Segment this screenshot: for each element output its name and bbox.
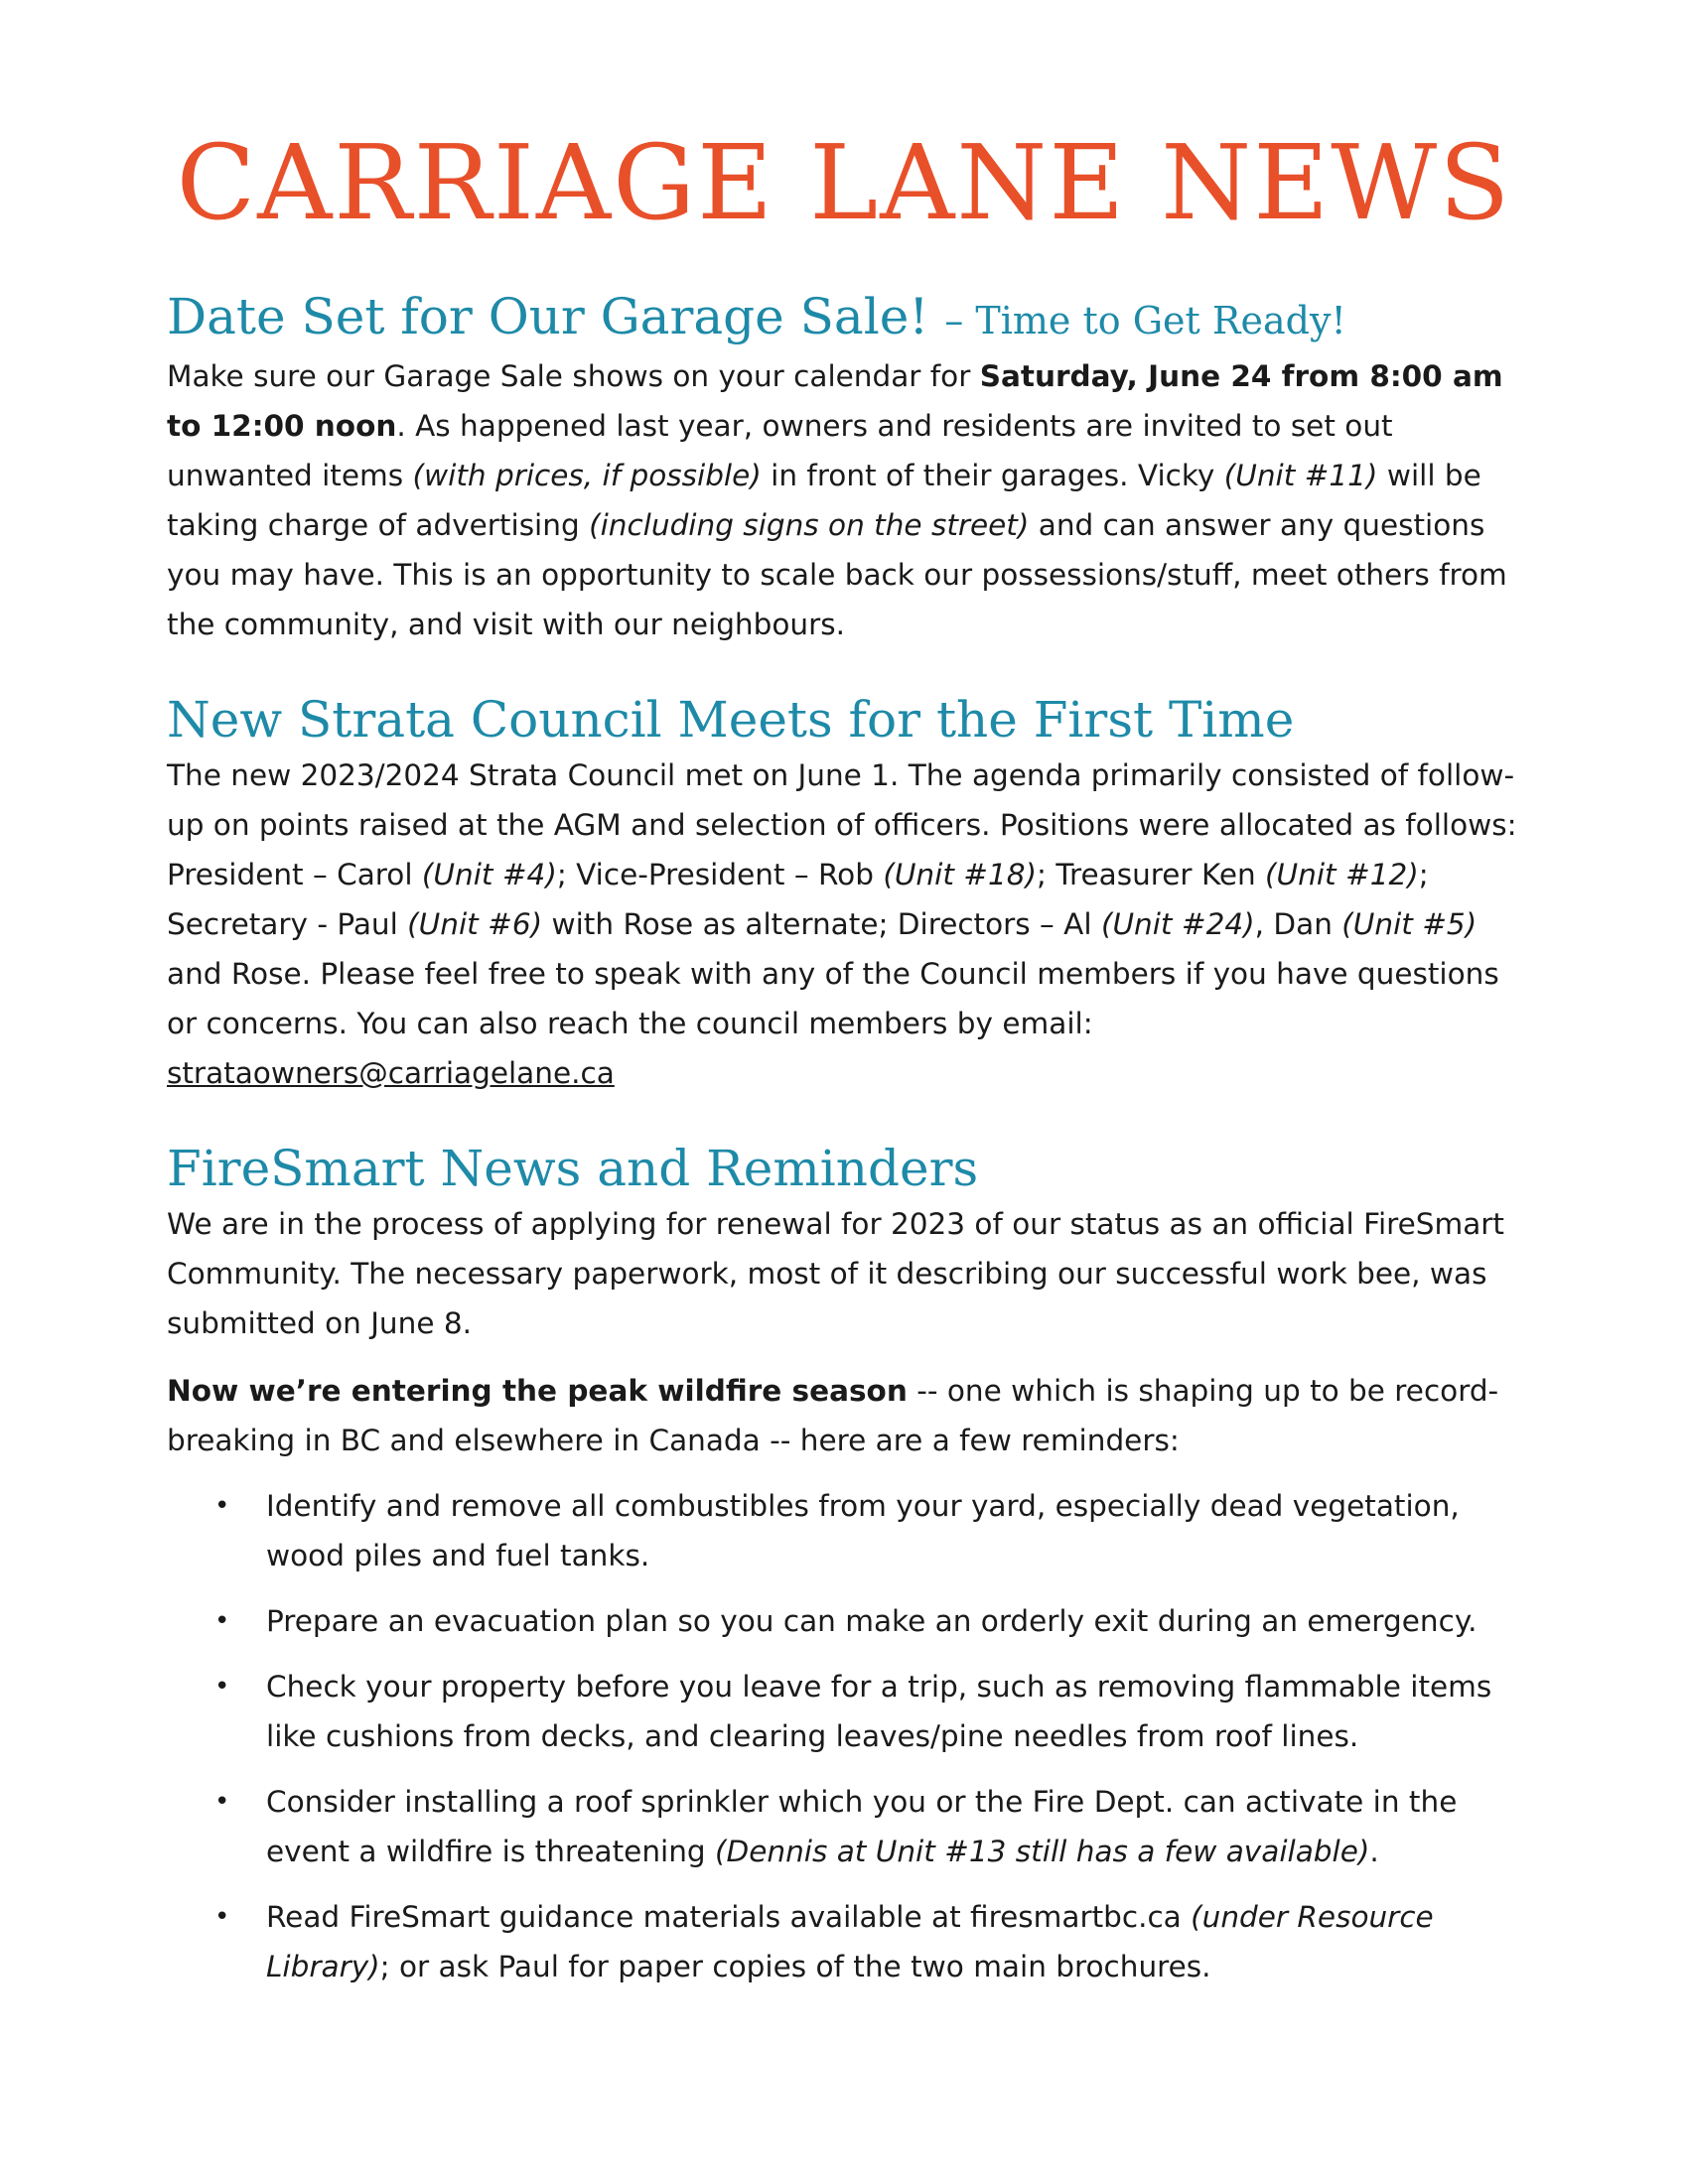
garage-sale-text: Make sure our Garage Sale shows on your calendar for: [167, 359, 980, 393]
list-item: [167, 1596, 1522, 1646]
council-text: The new 2023/2024 Strata Council met on June 1. The agenda primarily consisted of follow-up on points raised at the AGM and selection of officers. Positions were allocated as follows: President – Carol: [167, 758, 1517, 891]
garage-sale-text: will be taking charge of advertising: [167, 459, 1481, 542]
list-item-text: ; or ask Paul for paper copies of the two main brochures.: [379, 1950, 1211, 1983]
firesmart-heading: FireSmart News and Reminders: [167, 1140, 979, 1197]
firesmart-reminder-list: [167, 1481, 1522, 1991]
garage-sale-note: (with prices, if possible): [412, 459, 762, 492]
garage-sale-heading-main: Date Set for Our Garage Sale!: [167, 288, 929, 345]
bullet-icon: •: [214, 1606, 230, 1636]
council-unit: (Unit #24): [1100, 907, 1255, 941]
garage-sale-unit: (Unit #11): [1223, 459, 1378, 492]
council-heading: New Strata Council Meets for the First Time: [167, 691, 1295, 749]
council-unit: (Unit #18): [883, 858, 1038, 891]
list-item-text: Identify and remove all combustibles from your yard, especially dead vegetation, wood piles and fuel tanks.: [266, 1489, 1460, 1572]
list-item-note: (Dennis at Unit #13 still has a few available): [715, 1835, 1370, 1868]
garage-sale-date: Saturday, June 24 from 8:00 am to 12:00 noon: [167, 359, 1503, 443]
council-text: , Dan: [1254, 907, 1342, 941]
firesmart-section: [167, 1138, 1522, 1991]
garage-sale-text: . As happened last year, owners and residents are invited to set out unwanted items: [167, 409, 1393, 492]
council-text: and Rose. Please feel free to speak with any of the Council members if you have questions or concerns. You can also reach the council members by email:: [167, 957, 1499, 1040]
firesmart-paragraph-1: We are in the process of applying for renewal for 2023 of our status as an official FireSmart Community. The necessary paperwork, most of it describing our successful work bee, was submitted on June 8.: [167, 1207, 1505, 1340]
garage-sale-heading: [167, 286, 1522, 351]
council-text: with Rose as alternate; Directors – Al: [542, 907, 1101, 941]
council-paragraph: [167, 751, 1522, 1098]
council-section: [167, 689, 1522, 1098]
firesmart-text: -- one which is shaping up to be record-breaking in BC and elsewhere in Canada -- here are a few reminders:: [167, 1374, 1499, 1457]
list-item: [167, 1662, 1522, 1761]
list-item: [167, 1892, 1522, 1991]
firesmart-paragraph-2: [167, 1366, 1522, 1465]
bullet-icon: •: [214, 1787, 230, 1817]
garage-sale-section: [167, 286, 1522, 649]
garage-sale-text: and can answer any questions you may have. This is an opportunity to scale back our possessions/stuff, meet others from the community, and visit with our neighbours.: [167, 508, 1507, 641]
bullet-icon: •: [214, 1672, 230, 1702]
council-text: ; Secretary - Paul: [167, 858, 1429, 941]
council-email-link[interactable]: strataowners@carriagelane.ca: [167, 1056, 615, 1090]
list-item-text: Consider installing a roof sprinkler which you or the Fire Dept. can activate in the event a wildfire is threatening: [266, 1785, 1458, 1868]
masthead-title: CARRIAGE LANE NEWS: [176, 122, 1512, 243]
garage-sale-note: (including signs on the street): [589, 508, 1030, 542]
list-item-text: Read FireSmart guidance materials available at firesmartbc.ca: [266, 1900, 1192, 1934]
garage-sale-paragraph: [167, 351, 1522, 649]
list-item-text: .: [1369, 1835, 1379, 1868]
council-unit: (Unit #12): [1265, 858, 1419, 891]
council-unit: (Unit #6): [407, 907, 543, 941]
list-item-text: Check your property before you leave for a trip, such as removing flammable items like cushions from decks, and clearing leaves/pine needles from roof lines.: [266, 1670, 1492, 1753]
list-item: [167, 1777, 1522, 1876]
firesmart-emphasis: Now we’re entering the peak wildfire season: [167, 1374, 908, 1408]
newsletter-content: [167, 286, 1522, 2007]
bullet-icon: •: [214, 1902, 230, 1932]
council-unit: (Unit #5): [1341, 907, 1477, 941]
list-item-text: Prepare an evacuation plan so you can make an orderly exit during an emergency.: [266, 1604, 1477, 1638]
list-item: [167, 1481, 1522, 1580]
bullet-icon: •: [214, 1491, 230, 1521]
council-unit: (Unit #4): [421, 858, 557, 891]
list-item-note: (under Resource Library): [266, 1900, 1434, 1983]
council-text: ; Treasurer Ken: [1037, 858, 1266, 891]
garage-sale-subheading: – Time to Get Ready!: [944, 299, 1346, 342]
council-text: ; Vice-President – Rob: [556, 858, 884, 891]
garage-sale-text: in front of their garages. Vicky: [761, 459, 1224, 492]
